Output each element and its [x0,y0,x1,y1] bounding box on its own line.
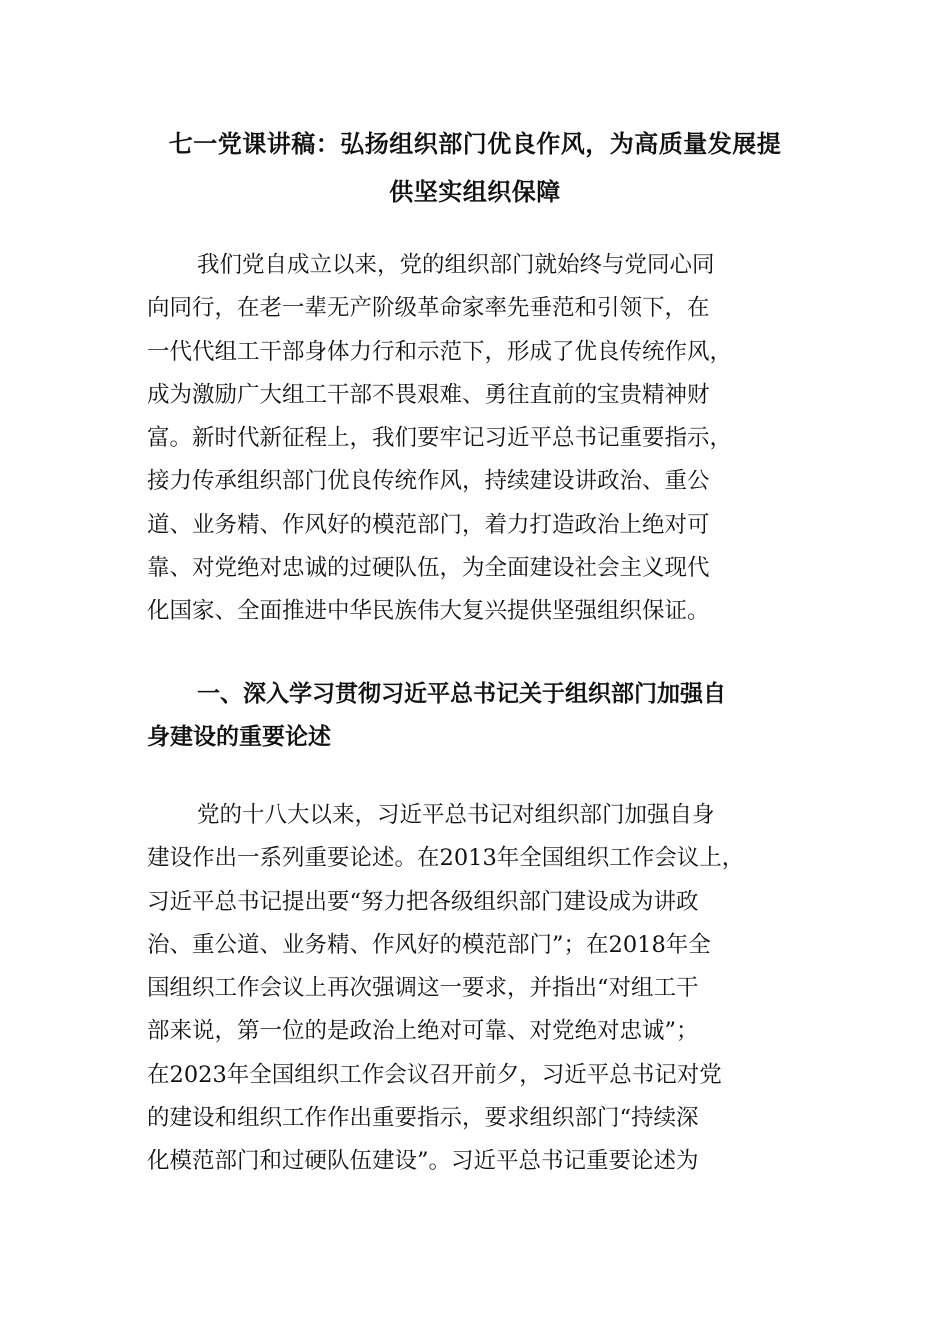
title-line: 七一党课讲稿：弘扬组织部门优良作风，为高质量发展提 [168,130,782,158]
title-line: 供坚实组织保障 [389,178,561,206]
paragraph-line: 一代代组工干部身体力行和示范下，形成了优良传统作风， [147,338,733,365]
paragraph-line: 向同行，在老一辈无产阶级革命家率先垂范和引领下，在 [147,295,710,322]
paragraph-line: 道、业务精、作风好的模范部门，着力打造政治上绝对可 [147,511,710,538]
heading-line: 身建设的重要论述 [147,724,331,750]
heading-line: 一、深入学习贯彻习近平总书记关于组织部门加强自 [197,681,726,707]
paragraph-section1 [147,794,807,1184]
paragraph-line: 化国家、全面推进中华民族伟大复兴提供坚强组织保证。 [147,598,710,625]
paragraph-line: 化模范部门和过硬队伍建设”。习近平总书记重要论述为 [147,1148,699,1175]
paragraph-line: 成为激励广大组工干部不畏艰难、勇往直前的宝贵精神财 [147,381,710,408]
paragraph-line: 建设作出一系列重要论述。在2013年全国组织工作会议上， [147,845,745,872]
paragraph-line: 靠、对党绝对忠诚的过硬队伍，为全面建设社会主义现代 [147,555,710,582]
paragraph-line: 的建设和组织工作作出重要指示，要求组织部门“持续深 [147,1105,699,1132]
paragraph-line: 习近平总书记提出要“努力把各级组织部门建设成为讲政 [147,888,699,915]
paragraph-line: 富。新时代新征程上，我们要牢记习近平总书记重要指示， [147,425,733,452]
section-heading [147,673,807,759]
document-title [120,120,830,216]
paragraph-line: 国组织工作会议上再次强调这一要求，并指出“对组工干 [147,975,699,1002]
paragraph-line: 部来说，第一位的是政治上绝对可靠、对党绝对忠诚”； [147,1018,699,1045]
paragraph-line: 我们党自成立以来，党的组织部门就始终与党同心同 [197,252,715,278]
paragraph-line: 在2023年全国组织工作会议召开前夕，习近平总书记对党 [147,1061,722,1088]
paragraph-line: 治、重公道、业务精、作风好的模范部门”；在2018年全 [147,931,711,958]
paragraph-line: 党的十八大以来，习近平总书记对组织部门加强自身 [197,802,715,828]
paragraph-intro [147,244,807,634]
paragraph-line: 接力传承组织部门优良传统作风，持续建设讲政治、重公 [147,468,710,495]
